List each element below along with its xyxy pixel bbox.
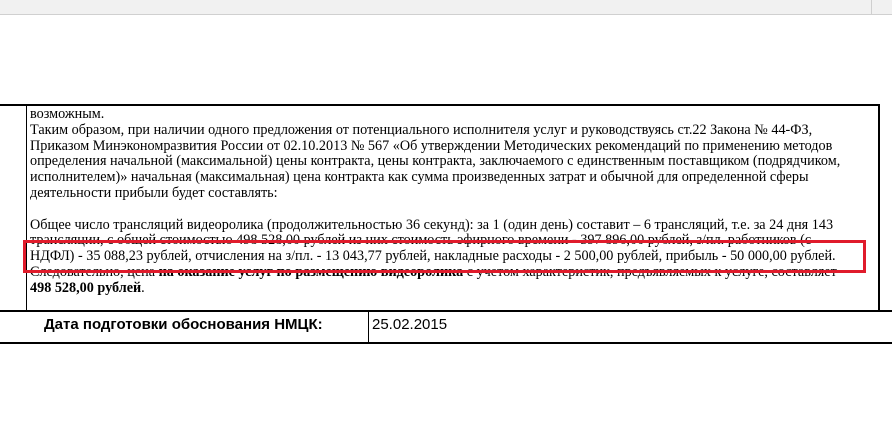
viewer-tab-edge	[871, 0, 872, 14]
text-line: Общее число трансляций видеоролика (продолжительностью 36 секунд): за 1 (один день) составит – 6 трансляций, т.е. за 24 дня 143	[30, 216, 834, 233]
table-border-top	[0, 104, 880, 106]
table-border-right	[878, 104, 880, 310]
total-amount: 498 528,00 рублей	[30, 279, 142, 296]
table-column-divider	[368, 310, 369, 344]
total-period: .	[141, 279, 145, 296]
conclusion-service: на оказание услуг по размещению видеоролика	[158, 263, 464, 280]
conclusion-start: Следовательно, цена	[30, 263, 159, 280]
text-line: исполнителем)» начальная (максимальная) цена контракта как сумма произведенных затрат и обычной для определенной сферы	[30, 169, 809, 186]
viewer-top-divider	[0, 14, 892, 15]
text-line-highlighted: трансляции, с общей стоимостью 498 528,00 рублей из них стоимость эфирного времени - 397 896,00 рублей, з/пл. работников (с	[30, 232, 812, 249]
justification-table	[0, 104, 892, 344]
text-line-total	[30, 281, 876, 297]
date-value: 25.02.2015	[372, 316, 448, 333]
text-line-highlighted: НДФЛ) - 35 088,23 рублей, отчисления на з/пл. - 13 043,77 рублей, накладные расходы - 2 500,00 рублей, прибыль - 50 000,00 рублей.	[30, 248, 836, 265]
text-line: возможным.	[30, 106, 105, 122]
table-border-bottom	[0, 342, 892, 344]
text-line: определения начальной (максимальной) цены контракта, цены контракта, заключаемого с единственным поставщиком (подрядчиком,	[30, 153, 841, 170]
table-border-middle	[0, 310, 892, 312]
text-line: Таким образом, при наличии одного предложения от потенциального исполнителя услуг и руководствуясь ст.22 Закона № 44-ФЗ,	[30, 121, 813, 138]
conclusion-end: с учетом характеристик, предъявляемых к услуге, составляет	[463, 263, 837, 280]
text-line: деятельности прибыли будет составлять:	[30, 184, 278, 201]
red-highlight-box	[23, 240, 866, 273]
text-line: Приказом Минэкономразвития России от 02.10.2013 № 567 «Об утверждении Методических рекомендаций по применению методов	[30, 137, 833, 154]
table-border-left	[26, 104, 27, 310]
viewer-top-band	[0, 0, 892, 14]
date-label: Дата подготовки обоснования НМЦК:	[44, 316, 323, 333]
blank-line	[30, 202, 876, 218]
